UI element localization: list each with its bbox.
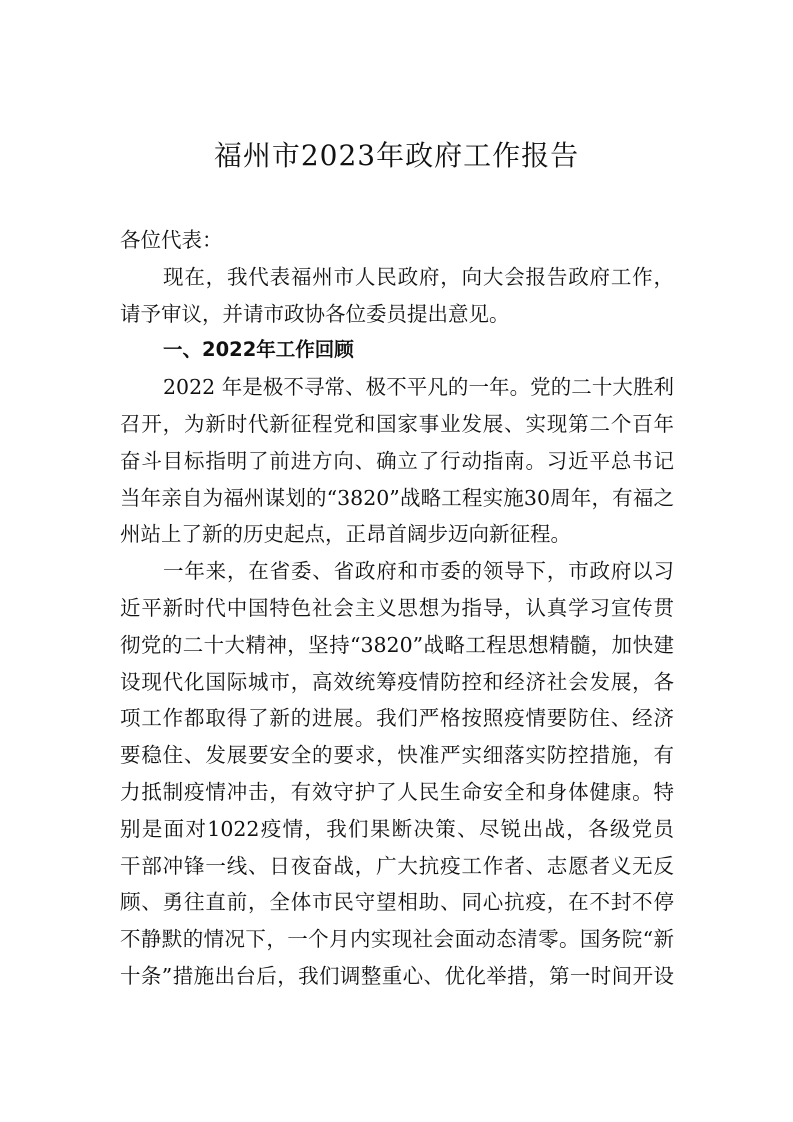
text-line: 请予审议，并请市政协各位委员提出意见。 [120, 301, 510, 326]
text-line: 力抵制疫情冲击，有效守护了人民生命安全和身体健康。特 [120, 779, 674, 804]
text-line: 现在，我代表福州市人民政府，向大会报告政府工作， [163, 264, 674, 289]
text-line: 不静默的情况下，一个月内实现社会面动态清零。国务院“新 [120, 927, 674, 952]
document-body [120, 222, 674, 995]
text-line: 一年来，在省委、省政府和市委的领导下，市政府以习 [163, 559, 674, 584]
document-title: 福州市2023年政府工作报告 [213, 139, 580, 172]
text-line: 2022 年是极不寻常、极不平凡的一年。党的二十大胜利 [163, 375, 674, 400]
text-line: 州站上了新的历史起点，正昂首阔步迈向新征程。 [120, 522, 571, 547]
text-line: 要稳住、发展要安全的要求，快准严实细落实防控措施，有 [120, 743, 674, 768]
text-line: 各位代表： [120, 228, 223, 252]
text-line: 干部冲锋一线、日夜奋战，广大抗疫工作者、志愿者义无反 [120, 853, 674, 878]
text-line: 别是面对1022疫情，我们果断决策、尽锐出战，各级党员 [120, 816, 674, 841]
text-line: 彻党的二十大精神，坚持“3820”战略工程思想精髓，加快建 [120, 632, 674, 657]
text-line: 十条”措施出台后，我们调整重心、优化举措，第一时间开设 [120, 963, 674, 988]
text-line: 顾、勇往直前，全体市民守望相助、同心抗疫，在不封不停 [120, 890, 674, 915]
text-line: 当年亲自为福州谋划的“3820”战略工程实施30周年，有福之 [120, 485, 674, 510]
text-line: 奋斗目标指明了前进方向、确立了行动指南。习近平总书记 [120, 448, 674, 473]
section-heading: 一、2022年工作回顾 [163, 338, 354, 362]
text-line: 设现代化国际城市，高效统筹疫情防控和经济社会发展，各 [120, 669, 674, 694]
text-line: 项工作都取得了新的进展。我们严格按照疫情要防住、经济 [120, 706, 674, 731]
text-line: 召开，为新时代新征程党和国家事业发展、实现第二个百年 [120, 411, 674, 436]
text-line: 近平新时代中国特色社会主义思想为指导，认真学习宣传贯 [120, 595, 674, 620]
